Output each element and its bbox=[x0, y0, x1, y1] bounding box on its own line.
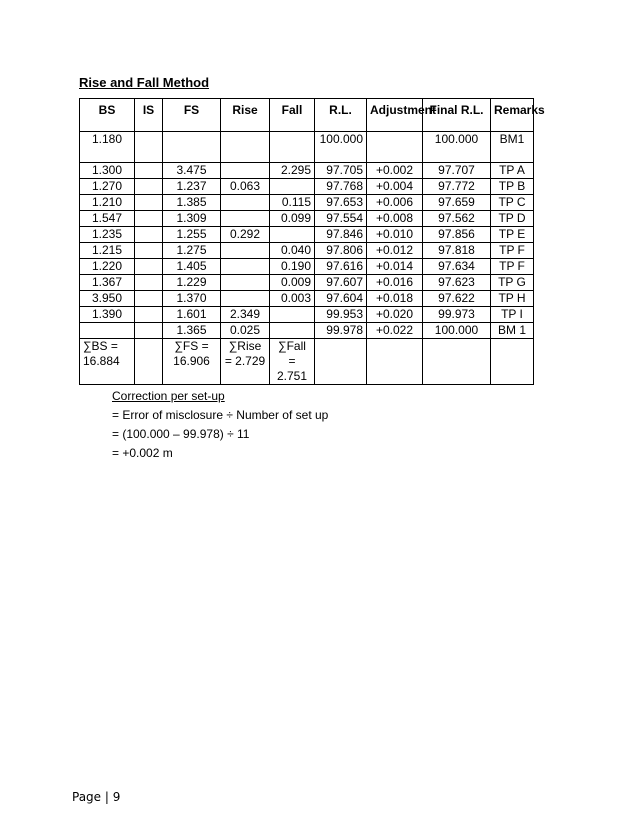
header-is: IS bbox=[135, 99, 163, 132]
cell-adjustment: +0.014 bbox=[367, 259, 423, 275]
cell-adjustment: +0.002 bbox=[367, 163, 423, 179]
cell-sum-final-rl bbox=[423, 339, 491, 385]
cell-is bbox=[135, 195, 163, 211]
cell-sum-fall: ∑Fall = 2.751 bbox=[270, 339, 315, 385]
cell-fall bbox=[270, 132, 315, 163]
cell-remarks: TP D bbox=[491, 211, 534, 227]
cell-rl: 97.616 bbox=[315, 259, 367, 275]
cell-rise bbox=[221, 163, 270, 179]
cell-fall bbox=[270, 227, 315, 243]
cell-is bbox=[135, 307, 163, 323]
rise-fall-table bbox=[79, 98, 545, 385]
cell-rl: 97.604 bbox=[315, 291, 367, 307]
cell-fall: 0.115 bbox=[270, 195, 315, 211]
header-fall: Fall bbox=[270, 99, 315, 132]
cell-is bbox=[135, 211, 163, 227]
cell-is bbox=[135, 132, 163, 163]
cell-fs: 3.475 bbox=[163, 163, 221, 179]
table-row bbox=[80, 259, 534, 275]
cell-bs: 1.215 bbox=[80, 243, 135, 259]
cell-fs bbox=[163, 132, 221, 163]
correction-section bbox=[112, 387, 328, 463]
cell-fs: 1.275 bbox=[163, 243, 221, 259]
cell-adjustment: +0.010 bbox=[367, 227, 423, 243]
table-row bbox=[80, 227, 534, 243]
correction-line: = Error of misclosure ÷ Number of set up bbox=[112, 408, 329, 422]
cell-fall bbox=[270, 179, 315, 195]
header-bs: BS bbox=[80, 99, 135, 132]
cell-rise bbox=[221, 211, 270, 227]
cell-rl: 100.000 bbox=[315, 132, 367, 163]
cell-rl: 97.653 bbox=[315, 195, 367, 211]
cell-is bbox=[135, 243, 163, 259]
cell-bs: 1.547 bbox=[80, 211, 135, 227]
correction-line: = +0.002 m bbox=[112, 446, 173, 460]
cell-fall: 0.190 bbox=[270, 259, 315, 275]
cell-bs bbox=[80, 323, 135, 339]
cell-adjustment: +0.012 bbox=[367, 243, 423, 259]
cell-bs: 1.235 bbox=[80, 227, 135, 243]
cell-rise: 0.025 bbox=[221, 323, 270, 339]
table-row bbox=[80, 307, 534, 323]
cell-final-rl: 97.622 bbox=[423, 291, 491, 307]
cell-fall: 0.009 bbox=[270, 275, 315, 291]
cell-adjustment: +0.004 bbox=[367, 179, 423, 195]
cell-is bbox=[135, 259, 163, 275]
cell-rise: 0.063 bbox=[221, 179, 270, 195]
cell-final-rl: 100.000 bbox=[423, 323, 491, 339]
cell-adjustment: +0.006 bbox=[367, 195, 423, 211]
cell-rl: 99.953 bbox=[315, 307, 367, 323]
cell-rl: 97.806 bbox=[315, 243, 367, 259]
cell-bs: 1.390 bbox=[80, 307, 135, 323]
cell-rl: 99.978 bbox=[315, 323, 367, 339]
cell-fs: 1.370 bbox=[163, 291, 221, 307]
table-row bbox=[80, 179, 534, 195]
section-heading: Rise and Fall Method bbox=[79, 75, 210, 90]
cell-fs: 1.237 bbox=[163, 179, 221, 195]
cell-bs: 1.270 bbox=[80, 179, 135, 195]
table-row bbox=[80, 291, 534, 307]
table-row bbox=[80, 195, 534, 211]
cell-sum-adjustment bbox=[367, 339, 423, 385]
cell-is bbox=[135, 179, 163, 195]
correction-line: = (100.000 – 99.978) ÷ 11 bbox=[112, 427, 250, 441]
table-row bbox=[80, 243, 534, 259]
cell-fall bbox=[270, 307, 315, 323]
cell-sum-is bbox=[135, 339, 163, 385]
cell-final-rl: 100.000 bbox=[423, 132, 491, 163]
cell-sum-remarks bbox=[491, 339, 534, 385]
cell-fall: 0.099 bbox=[270, 211, 315, 227]
cell-final-rl: 97.623 bbox=[423, 275, 491, 291]
cell-is bbox=[135, 227, 163, 243]
cell-fs: 1.385 bbox=[163, 195, 221, 211]
cell-sum-rise: ∑Rise = 2.729 bbox=[221, 339, 270, 385]
header-rise: Rise bbox=[221, 99, 270, 132]
cell-is bbox=[135, 291, 163, 307]
table-sum-row bbox=[80, 339, 534, 385]
cell-final-rl: 97.562 bbox=[423, 211, 491, 227]
table-row bbox=[80, 163, 534, 179]
cell-adjustment: +0.022 bbox=[367, 323, 423, 339]
cell-rl: 97.607 bbox=[315, 275, 367, 291]
cell-remarks: BM 1 bbox=[491, 323, 534, 339]
cell-bs: 1.300 bbox=[80, 163, 135, 179]
cell-rise: 0.292 bbox=[221, 227, 270, 243]
correction-title: Correction per set-up bbox=[112, 389, 225, 403]
cell-adjustment: +0.020 bbox=[367, 307, 423, 323]
cell-rise bbox=[221, 259, 270, 275]
cell-remarks: TP B bbox=[491, 179, 534, 195]
cell-rise bbox=[221, 275, 270, 291]
cell-is bbox=[135, 323, 163, 339]
cell-rise: 2.349 bbox=[221, 307, 270, 323]
cell-final-rl: 97.772 bbox=[423, 179, 491, 195]
cell-final-rl: 97.634 bbox=[423, 259, 491, 275]
cell-bs: 3.950 bbox=[80, 291, 135, 307]
cell-sum-fs: ∑FS = 16.906 bbox=[163, 339, 221, 385]
table-row bbox=[80, 132, 534, 163]
cell-fall: 2.295 bbox=[270, 163, 315, 179]
cell-remarks: TP C bbox=[491, 195, 534, 211]
cell-final-rl: 97.856 bbox=[423, 227, 491, 243]
cell-fs: 1.601 bbox=[163, 307, 221, 323]
cell-fs: 1.309 bbox=[163, 211, 221, 227]
cell-rise bbox=[221, 291, 270, 307]
cell-bs: 1.210 bbox=[80, 195, 135, 211]
cell-sum-bs: ∑BS = 16.884 bbox=[80, 339, 135, 385]
cell-adjustment: +0.016 bbox=[367, 275, 423, 291]
cell-fs: 1.365 bbox=[163, 323, 221, 339]
cell-final-rl: 97.818 bbox=[423, 243, 491, 259]
cell-remarks: TP I bbox=[491, 307, 534, 323]
page-footer: Page | 9 bbox=[72, 790, 121, 804]
cell-remarks: TP A bbox=[491, 163, 534, 179]
cell-remarks: TP F bbox=[491, 259, 534, 275]
header-remarks: Remarks bbox=[491, 99, 534, 132]
table-row bbox=[80, 211, 534, 227]
cell-remarks: TP E bbox=[491, 227, 534, 243]
cell-adjustment: +0.008 bbox=[367, 211, 423, 227]
cell-rise bbox=[221, 132, 270, 163]
cell-final-rl: 99.973 bbox=[423, 307, 491, 323]
cell-final-rl: 97.707 bbox=[423, 163, 491, 179]
table-header-row bbox=[80, 99, 534, 132]
header-rl: R.L. bbox=[315, 99, 367, 132]
cell-rl: 97.768 bbox=[315, 179, 367, 195]
cell-remarks: BM1 bbox=[491, 132, 534, 163]
cell-adjustment: +0.018 bbox=[367, 291, 423, 307]
cell-fall: 0.003 bbox=[270, 291, 315, 307]
cell-fs: 1.255 bbox=[163, 227, 221, 243]
cell-rl: 97.846 bbox=[315, 227, 367, 243]
cell-remarks: TP H bbox=[491, 291, 534, 307]
header-final-rl: Final R.L. bbox=[423, 99, 491, 132]
cell-remarks: TP G bbox=[491, 275, 534, 291]
cell-adjustment bbox=[367, 132, 423, 163]
cell-bs: 1.180 bbox=[80, 132, 135, 163]
cell-fall: 0.040 bbox=[270, 243, 315, 259]
cell-fs: 1.405 bbox=[163, 259, 221, 275]
cell-rl: 97.705 bbox=[315, 163, 367, 179]
cell-sum-rl bbox=[315, 339, 367, 385]
cell-rl: 97.554 bbox=[315, 211, 367, 227]
cell-bs: 1.220 bbox=[80, 259, 135, 275]
cell-fall bbox=[270, 323, 315, 339]
table-row bbox=[80, 275, 534, 291]
header-adjustment: Adjustment bbox=[367, 99, 423, 132]
cell-rise bbox=[221, 243, 270, 259]
cell-bs: 1.367 bbox=[80, 275, 135, 291]
cell-fs: 1.229 bbox=[163, 275, 221, 291]
table-row bbox=[80, 323, 534, 339]
cell-is bbox=[135, 163, 163, 179]
header-fs: FS bbox=[163, 99, 221, 132]
cell-is bbox=[135, 275, 163, 291]
cell-rise bbox=[221, 195, 270, 211]
cell-final-rl: 97.659 bbox=[423, 195, 491, 211]
cell-remarks: TP F bbox=[491, 243, 534, 259]
